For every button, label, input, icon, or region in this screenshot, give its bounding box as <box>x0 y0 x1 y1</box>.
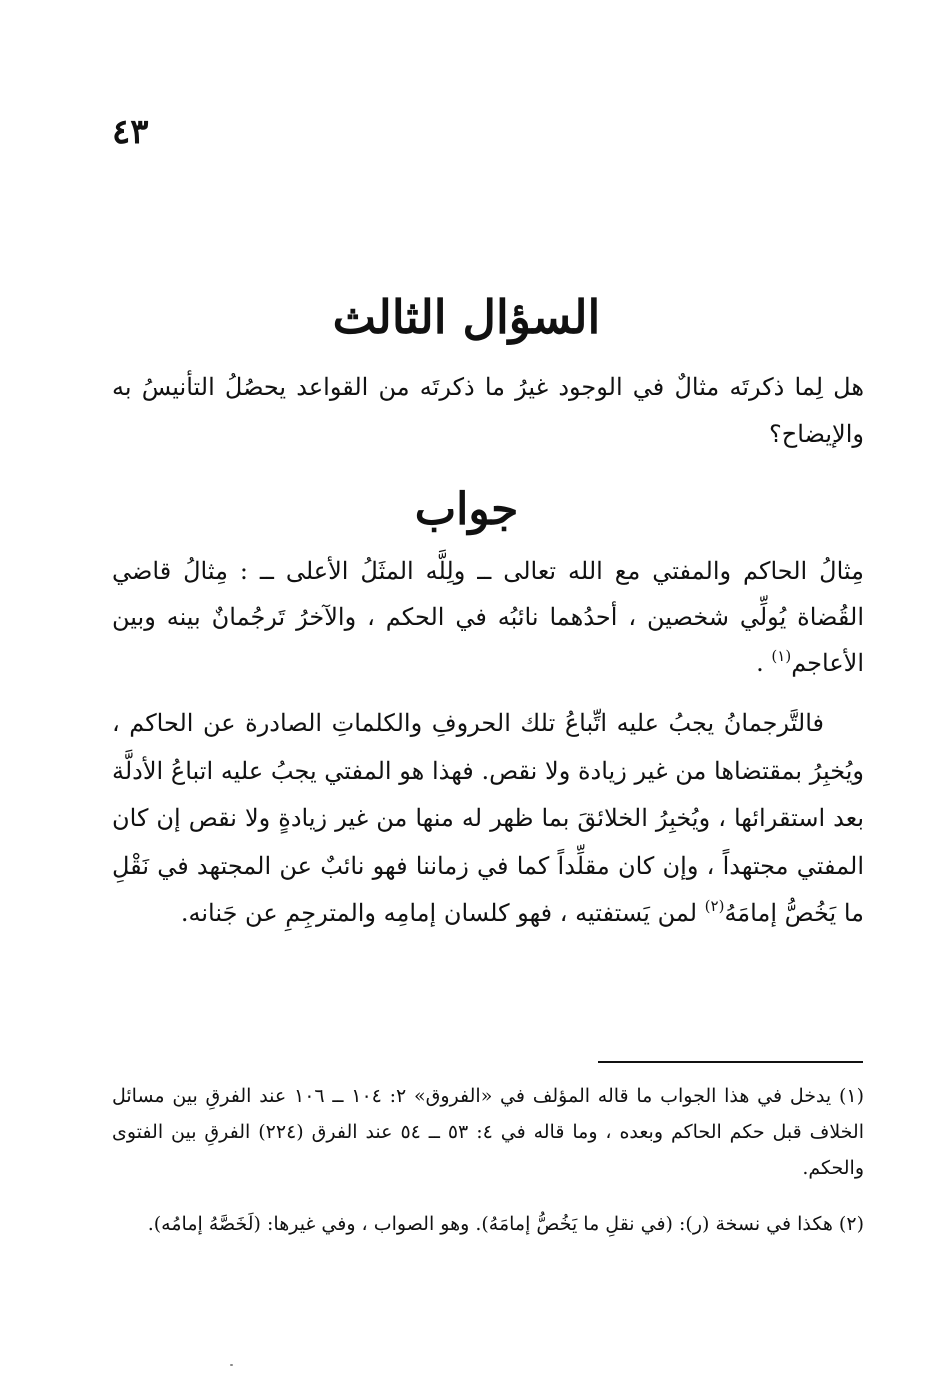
answer-paragraph-2-text-a: فالتَّرجمانُ يجبُ عليه اتِّباعُ تلك الحروفِ والكلماتِ الصادرة عن الحاكم ، ويُخبِرُ بمقتضاها من غير زيادة ولا نقص. فهذا هو المفتي يجبُ عليه اتباعُ الأدلَّة بعد استقرائها ، ويُخبِرُ الخلائقَ بما ظهر له منها من غير زيادةٍ ولا نقص إن كان المفتي مجتهداً ، وإن كان مقلِّداً كما في زماننا فهو نائبٌ عن المجتهد في نَقْلِ ما يَخُصُّ إمامَهُ <box>112 709 864 927</box>
footnote-ref-2: (٢) <box>704 897 725 915</box>
answer-paragraph-2 <box>112 700 864 941</box>
answer-paragraph-1 <box>112 548 864 689</box>
footnote-separator <box>598 1061 863 1063</box>
answer-paragraph-1-end: . <box>756 649 764 677</box>
page-number: ٤٣ <box>112 112 149 152</box>
question-heading: السؤال الثالث <box>332 290 601 344</box>
footnote-2: (٢) هكذا في نسخة (ر): (في نقلِ ما يَخُصُّ إمامَهُ). وهو الصواب ، وفي غيرها: (لَخَصَّهُ إمامُه). <box>147 1213 864 1235</box>
footnote-ref-1: (١) <box>771 647 792 665</box>
answer-heading: جواب <box>414 484 519 535</box>
question-text: هل لِما ذكرتَه مثالٌ في الوجود غيرُ ما ذكرتَه من القواعد يحصُلُ التأنيسُ به والإيضاح؟ <box>112 373 864 448</box>
answer-paragraph-2-text-b: لمن يَستفتيه ، فهو كلسان إمامِه والمترجِمِ عن جَنانه. <box>180 899 705 927</box>
scan-speck <box>230 1364 233 1366</box>
answer-paragraph-1-text: مِثالُ الحاكم والمفتي مع الله تعالى ــ ولِلَّه المثَلُ الأعلى ــ : مِثالُ قاضي القُضاة يُولِّي شخصين ، أحدُهما نائبُه في الحكم ، والآخرُ تَرجُمانٌ بينه وبين الأعاجم <box>112 557 865 677</box>
footnote-1: (١) يدخل في هذا الجواب ما قاله المؤلف في «الفروق» ٢: ١٠٤ ــ ١٠٦ عند الفرقِ بين مسائل الخلاف قبل حكم الحاكم وبعده ، وما قاله في ٤: ٥٣ ــ ٥٤ عند الفرق (٢٢٤) الفرقِ بين الفتوى والحكم. <box>112 1085 865 1179</box>
